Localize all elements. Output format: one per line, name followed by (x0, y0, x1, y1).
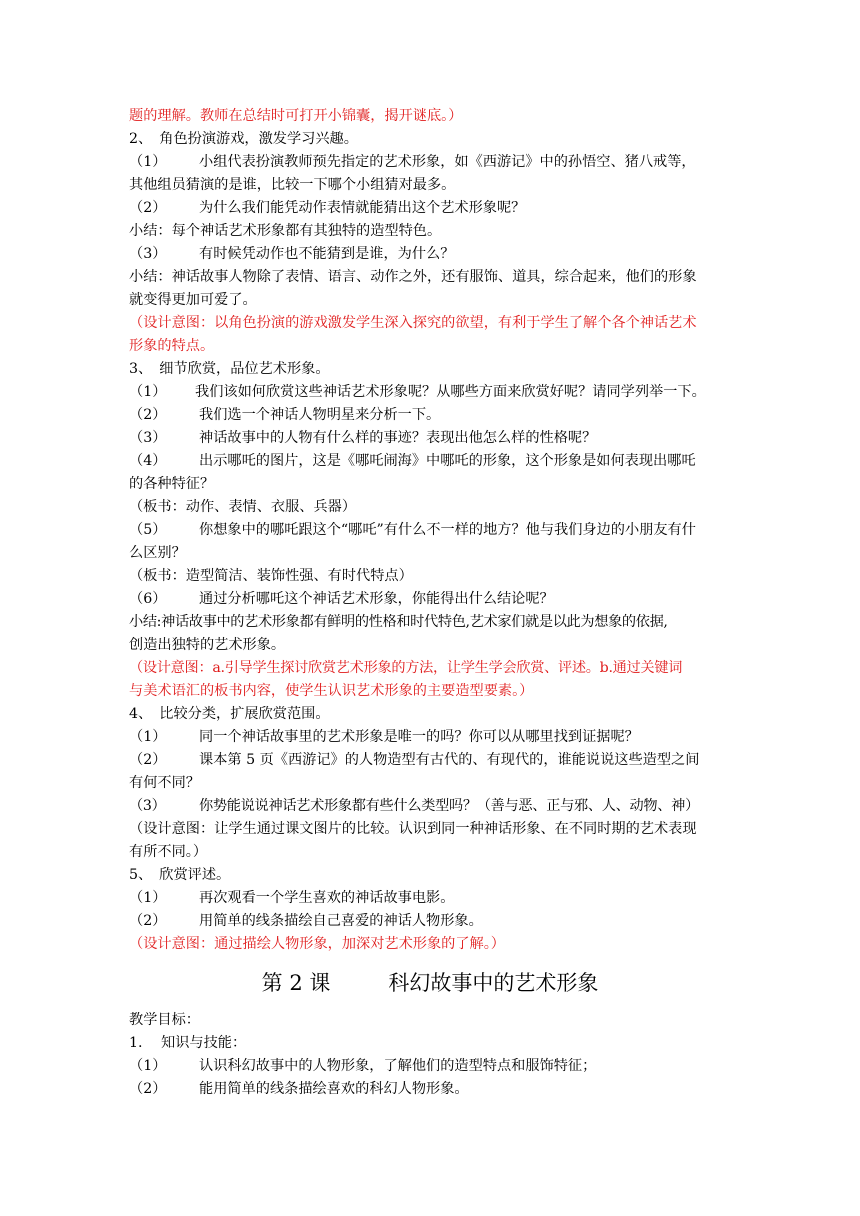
item-text: 出示哪吒的图片，这是《哪吒闹海》中哪吒的形象，这个形象是如何表现出哪吒 (199, 453, 696, 469)
objectives-heading: 教学目标： (129, 1012, 200, 1028)
list-item (129, 727, 735, 747)
item-number: （1） (129, 1058, 167, 1074)
section-3-heading: 3、 细节欣赏，品位艺术形象。 (129, 361, 330, 377)
paragraph-line: 么区别？ (129, 545, 186, 561)
item-number: （5） (129, 522, 167, 538)
design-note-black: 有所不同。） (129, 844, 208, 860)
list-item (129, 911, 735, 931)
item-text: 我们该如何欣赏这些神话艺术形象呢？从哪些方面来欣赏好呢？请同学列举一下。 (195, 384, 706, 400)
list-item (129, 888, 735, 908)
list-item (129, 1079, 735, 1099)
list-item (129, 152, 735, 172)
item-text: 课本第 5 页《西游记》的人物造型有古代的、有现代的，谁能说说这些造型之间 (199, 752, 700, 768)
item-number: （2） (129, 913, 167, 929)
design-note: （设计意图：通过描绘人物形象，加深对艺术形象的了解。） (129, 936, 505, 952)
board-note: （板书：动作、表情、衣服、兵器） (129, 499, 357, 515)
board-note: （板书：造型简洁、装饰性强、有时代特点） (129, 568, 413, 584)
design-note: 形象的特点。 (129, 338, 215, 354)
item-number: （1） (129, 890, 167, 906)
section-5-heading: 5、 欣赏评述。 (129, 867, 231, 883)
design-note-black: （设计意图：让学生通过课文图片的比较。认识到同一种神话形象、在不同时期的艺术表现 (129, 821, 697, 837)
design-note: 与美术语汇的板书内容，使学生认识艺术形象的主要造型要素。） (129, 683, 534, 699)
item-text: 知识与技能： (161, 1035, 247, 1051)
item-number: （3） (129, 246, 167, 262)
item-number: （3） (129, 430, 167, 446)
item-number: （6） (129, 591, 167, 607)
item-number: （1） (129, 729, 167, 745)
summary-line: 小结:神话故事中的艺术形象都有鲜明的性格和时代特色,艺术家们就是以此为想象的依据, (129, 614, 668, 630)
item-text: 有时候凭动作也不能猜到是谁，为什么？ (199, 246, 455, 262)
paragraph-line: 有何不同？ (129, 775, 200, 791)
item-text: 我们选一个神话人物明星来分析一下。 (199, 407, 441, 423)
item-number: 1. (129, 1035, 143, 1051)
item-text: 通过分析哪吒这个神话艺术形象，你能得出什么结论呢？ (199, 591, 554, 607)
list-item (129, 589, 735, 609)
paragraph-line: 其他组员猜演的是谁，比较一下哪个小组猜对最多。 (129, 177, 456, 193)
paragraph-line: 的各种特征？ (129, 476, 215, 492)
item-text: 再次观看一个学生喜欢的神话故事电影。 (199, 890, 455, 906)
list-item (129, 382, 735, 402)
item-number: （1） (129, 154, 167, 170)
summary-line: 小结：每个神话艺术形象都有其独特的造型特色。 (129, 223, 442, 239)
paragraph-line: 就变得更加可爱了。 (129, 292, 257, 308)
item-number: （4） (129, 453, 167, 469)
list-item (129, 1056, 735, 1076)
list-item (129, 244, 735, 264)
item-number: （2） (129, 407, 167, 423)
list-item (129, 750, 735, 770)
item-text: 你想象中的哪吒跟这个“哪吒”有什么不一样的地方？他与我们身边的小朋友有什 (199, 522, 696, 538)
item-text: 认识科幻故事中的人物形象，了解他们的造型特点和服饰特征； (199, 1058, 597, 1074)
lesson-number: 第 2 课 (261, 971, 331, 995)
item-number: （2） (129, 1081, 167, 1097)
section-4-heading: 4、 比较分类，扩展欣赏范围。 (129, 706, 330, 722)
list-item (129, 428, 735, 448)
item-text: 神话故事中的人物有什么样的事迹？表现出他怎么样的性格呢？ (199, 430, 597, 446)
design-note: （设计意图：以角色扮演的游戏激发学生深入探究的欲望，有利于学生了解个各个神话艺术 (129, 315, 697, 331)
lesson-title (0, 968, 860, 998)
list-item (129, 405, 735, 425)
item-text: 小组代表扮演教师预先指定的艺术形象，如《西游记》中的孙悟空、猪八戒等， (199, 154, 696, 170)
paragraph-line: 创造出独特的艺术形象。 (129, 637, 286, 653)
item-text: 用简单的线条描绘自己喜爱的神话人物形象。 (199, 913, 483, 929)
list-item (129, 451, 735, 471)
item-text: 同一个神话故事里的艺术形象是唯一的吗？你可以从哪里找到证据呢？ (199, 729, 639, 745)
lesson-name: 科幻故事中的艺术形象 (388, 971, 599, 995)
design-note-end: 题的理解。教师在总结时可打开小锦囊，揭开谜底。） (129, 108, 463, 124)
design-note: （设计意图：a.引导学生探讨欣赏艺术形象的方法，让学生学会欣赏、评述。b.通过关键词 (129, 660, 683, 676)
item-number: （3） (129, 798, 166, 814)
item-text: 你势能说说神话艺术形象都有些什么类型吗？（善与恶、正与邪、人、动物、神） (199, 798, 699, 814)
list-item (129, 520, 735, 540)
list-item (129, 796, 735, 816)
item-number: （2） (129, 752, 167, 768)
summary-line: 小结：神话故事人物除了表情、语言、动作之外，还有服饰、道具，综合起来，他们的形象 (129, 269, 697, 285)
item-text: 为什么我们能凭动作表情就能猜出这个艺术形象呢？ (199, 200, 526, 216)
item-text: 能用简单的线条描绘喜欢的科幻人物形象。 (199, 1081, 469, 1097)
item-number: （2） (129, 200, 167, 216)
objective-heading (129, 1033, 735, 1053)
list-item (129, 198, 735, 218)
item-number: （1） (129, 384, 167, 400)
section-2-heading: 2、 角色扮演游戏，激发学习兴趣。 (129, 131, 358, 147)
